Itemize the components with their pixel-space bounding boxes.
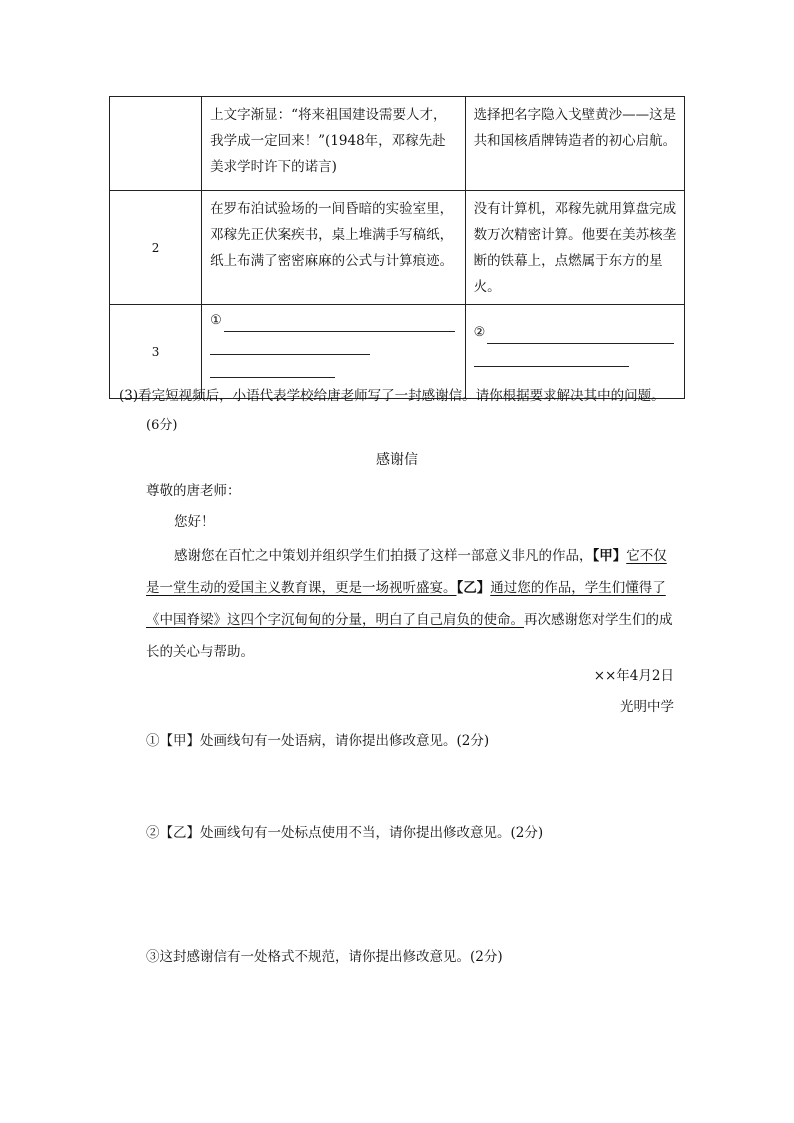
blank-number: ② [473, 325, 486, 340]
letter-body [146, 540, 676, 668]
row-number [110, 97, 202, 191]
mark-jia: 【甲】 [592, 548, 627, 564]
table-row [110, 97, 685, 191]
underlined-sentence-yi: 通过您的作品，学生们懂得了《中国脊梁》这四个字沉甸甸的分量，明白了自己肩负的使命。 [146, 580, 666, 628]
narration-cell [465, 97, 684, 191]
table-row [110, 191, 685, 305]
letter-body-intro: 感谢您在百忙之中策划并组织学生们拍摄了这样一部意义非凡的作品， [174, 548, 593, 564]
sub-question-3: ③这封感谢信有一处格式不规范，请你提出修改意见。(2分) [146, 949, 503, 965]
scene-description-cell [202, 97, 465, 191]
answer-line[interactable] [224, 309, 455, 332]
letter-body-closing: 再次感谢您对学生们的成长的关心与帮助。 [146, 612, 673, 660]
answer-line[interactable] [210, 355, 335, 378]
narration-text: 没有计算机，邓稼先就用算盘完成数万次精密计算。他要在美苏核垄断的铁幕上，点燃属于东方的星火。 [473, 201, 677, 295]
answer-line[interactable] [210, 332, 370, 355]
letter-greeting: 您好！ [174, 514, 215, 530]
blank-number: ① [210, 313, 222, 328]
table-row [110, 305, 685, 399]
scene-description: 在罗布泊试验场的一间昏暗的实验室里，邓稼先正伏案疾书，桌上堆满手写稿纸，纸上布满了密密麻麻的公式与计算痕迹。 [210, 201, 454, 269]
question-score: (6分) [146, 418, 178, 433]
sub-question-1: ①【甲】处画线句有一处语病，请你提出修改意见。(2分) [146, 733, 490, 749]
answer-line[interactable] [474, 344, 629, 367]
mark-yi: 【乙】 [456, 580, 491, 596]
scene-description-cell [202, 191, 465, 305]
answer-line[interactable] [487, 321, 674, 344]
narration-cell [465, 191, 684, 305]
answer-blank-cell-1[interactable] [202, 305, 465, 399]
letter-salutation: 尊敬的唐老师： [146, 483, 241, 499]
underlined-sentence-jia: 它不仅是一堂生动的爱国主义教育课，更是一场视听盛宴。 [146, 548, 667, 596]
scene-description: 上文字渐显：“将来祖国建设需要人才，我学成一定回来！”(1948年，邓稼先赴美求学时许下的诺言) [210, 107, 447, 175]
letter-signature: 光明中学 [620, 699, 674, 715]
storyboard-table [109, 96, 685, 399]
letter-date: ××年4月2日 [593, 668, 674, 684]
letter-title: 感谢信 [376, 452, 418, 468]
row-number: 2 [110, 191, 202, 305]
answer-blank-cell-2[interactable] [465, 305, 684, 399]
sub-question-2: ②【乙】处画线句有一处标点使用不当，请你提出修改意见。(2分) [146, 825, 544, 841]
question-prompt: (3)看完短视频后，小语代表学校给唐老师写了一封感谢信。请你根据要求解决其中的问题。 [119, 388, 665, 404]
row-number: 3 [110, 305, 202, 399]
narration-text: 选择把名字隐入戈壁黄沙——这是共和国核盾牌铸造者的初心启航。 [473, 107, 677, 149]
